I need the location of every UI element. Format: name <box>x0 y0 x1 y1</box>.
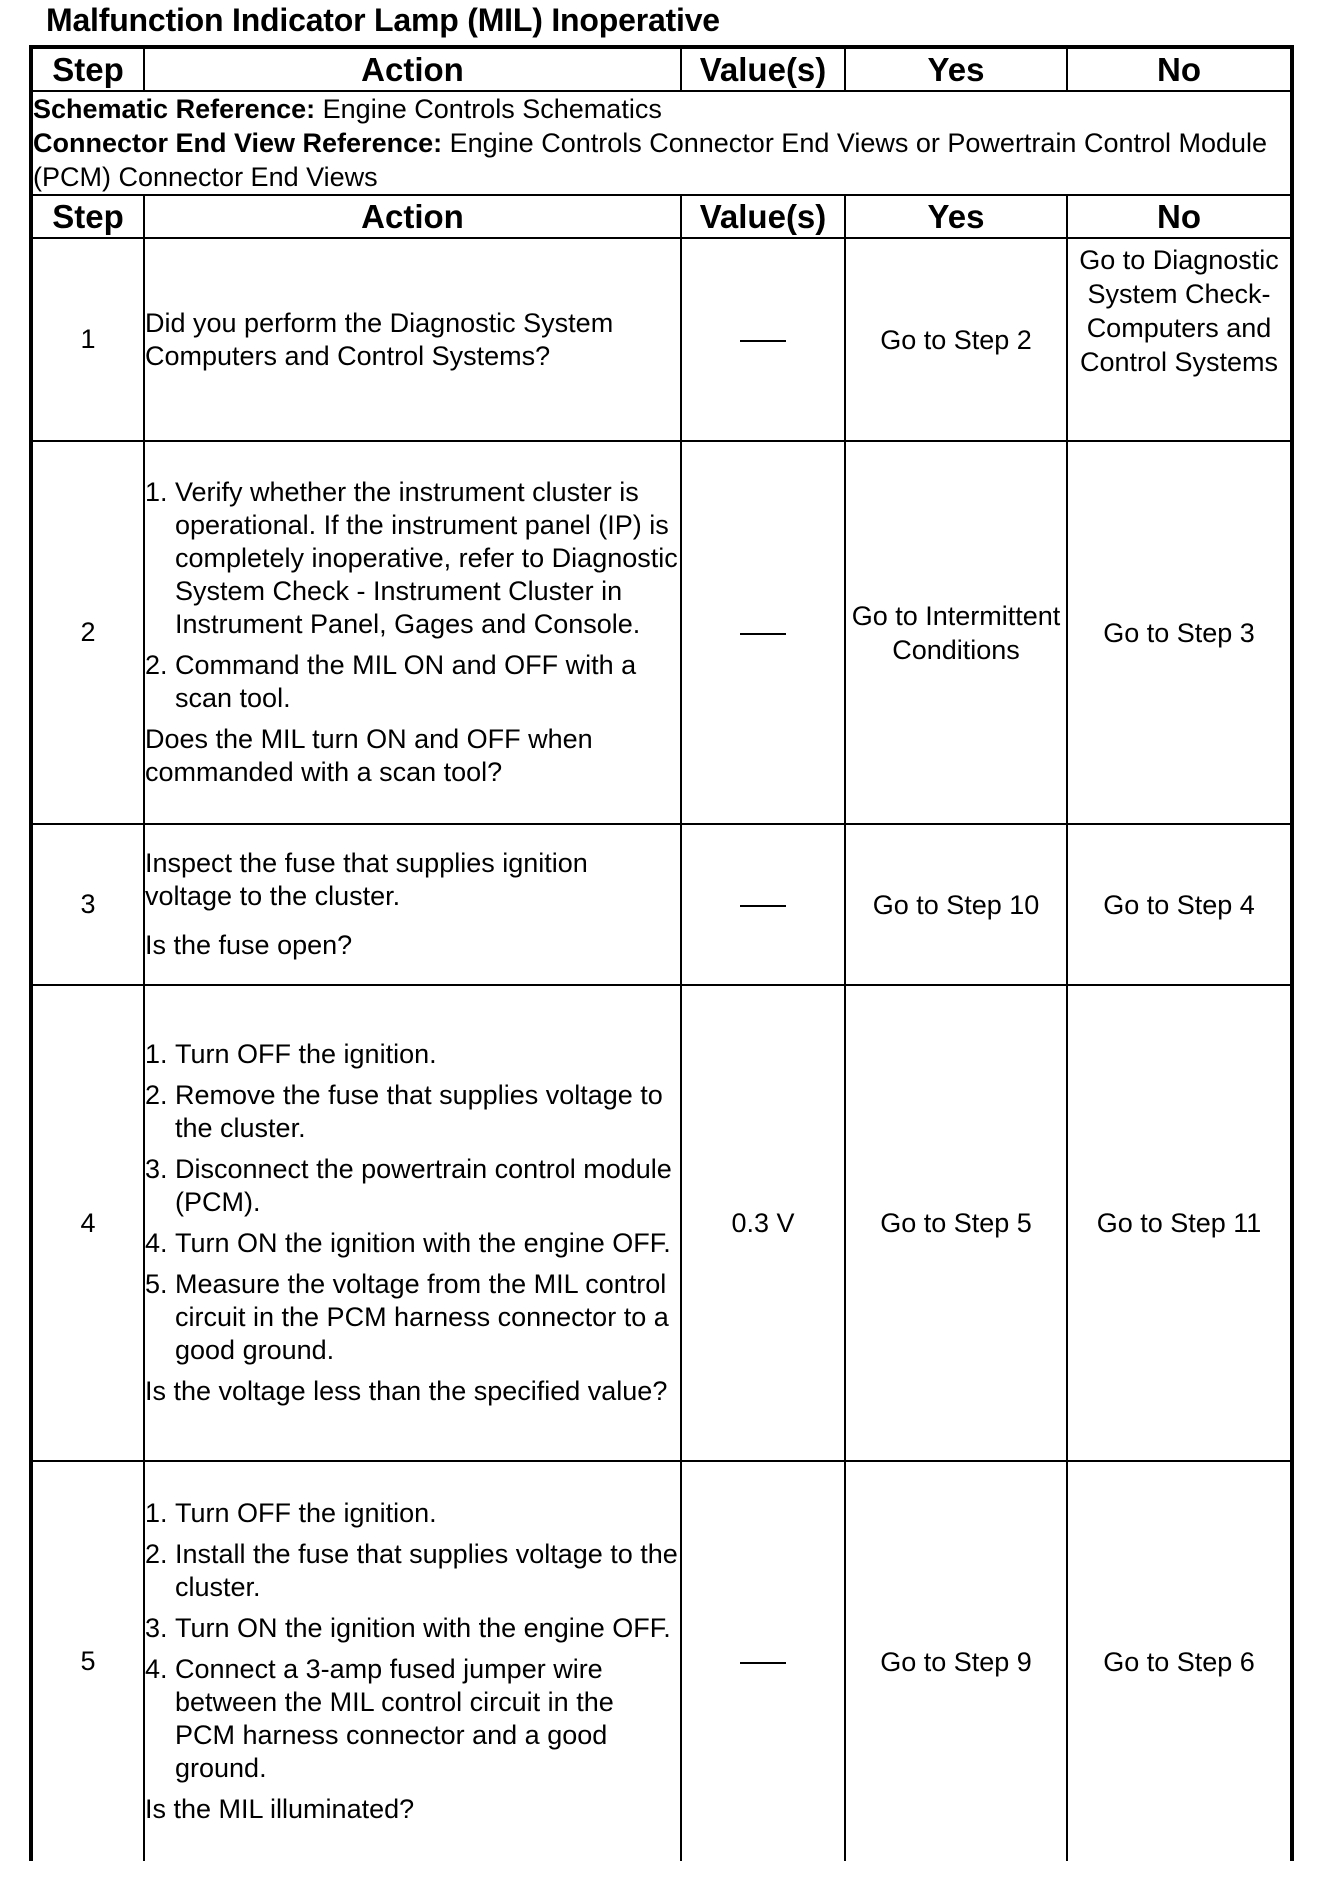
list-item <box>145 476 680 641</box>
header-no: No <box>1067 47 1292 91</box>
list-item-text: Turn ON the ignition with the engine OFF. <box>175 1613 671 1643</box>
header-values: Value(s) <box>681 47 845 91</box>
question-text: Is the voltage less than the specified value? <box>145 1376 668 1406</box>
table-row <box>31 1461 1292 1861</box>
connector-reference-label: Connector End View Reference: <box>33 128 443 158</box>
list-item-number: 1. <box>145 477 168 507</box>
list-item-text: Connect a 3-amp fused jumper wire between the MIL control circuit in the PCM harness connector and a good ground. <box>175 1654 614 1783</box>
question-text: Is the fuse open? <box>145 930 353 960</box>
schematic-reference <box>33 92 1290 126</box>
list-item-text: Command the MIL ON and OFF with a scan tool. <box>175 650 637 713</box>
step-number: 1 <box>31 238 144 441</box>
table-row <box>31 441 1292 824</box>
no-cell: Go to Step 11 <box>1067 985 1292 1461</box>
list-item-number: 1. <box>145 1039 168 1069</box>
table-row <box>31 238 1292 441</box>
list-item-text: Remove the fuse that supplies voltage to the cluster. <box>175 1080 663 1143</box>
list-item <box>145 1612 680 1645</box>
list-item-text: Measure the voltage from the MIL control circuit in the PCM harness connector to a good ground. <box>175 1269 669 1365</box>
action-cell <box>144 985 681 1461</box>
reference-row <box>31 91 1292 195</box>
list-item-number: 2. <box>145 1080 168 1110</box>
action-text: Inspect the fuse that supplies ignition voltage to the cluster. <box>145 848 588 911</box>
no-cell: Go to Step 4 <box>1067 824 1292 985</box>
no-value-dash <box>740 1662 786 1664</box>
list-item-number: 4. <box>145 1654 168 1684</box>
list-item-text: Install the fuse that supplies voltage to the cluster. <box>175 1539 678 1602</box>
list-item-number: 4. <box>145 1228 168 1258</box>
no-cell: Go to Step 6 <box>1067 1461 1292 1861</box>
header-values: Value(s) <box>681 195 845 238</box>
step-number: 5 <box>31 1461 144 1861</box>
list-item <box>145 1038 680 1071</box>
no-value-dash <box>740 633 786 635</box>
value-cell: 0.3 V <box>681 985 845 1461</box>
yes-cell: Go to Intermittent Conditions <box>845 441 1067 824</box>
header-step: Step <box>31 195 144 238</box>
list-item-number: 5. <box>145 1269 168 1299</box>
no-cell: Go to Step 3 <box>1067 441 1292 824</box>
table-row <box>31 824 1292 985</box>
list-item-number: 1. <box>145 1498 168 1528</box>
table-row <box>31 985 1292 1461</box>
schematic-reference-label: Schematic Reference: <box>33 94 316 124</box>
diagnostic-table <box>29 45 1294 1861</box>
schematic-reference-text: Engine Controls Schematics <box>322 94 662 124</box>
list-item-number: 3. <box>145 1613 168 1643</box>
header-yes: Yes <box>845 195 1067 238</box>
action-text: Did you perform the Diagnostic System Computers and Control Systems? <box>145 307 614 371</box>
value-cell <box>681 824 845 985</box>
list-item-text: Turn ON the ignition with the engine OFF. <box>175 1228 671 1258</box>
question-text: Does the MIL turn ON and OFF when commanded with a scan tool? <box>145 724 593 787</box>
action-cell <box>144 238 681 441</box>
header-action: Action <box>144 47 681 91</box>
list-item <box>145 1079 680 1145</box>
step-number: 4 <box>31 985 144 1461</box>
action-list <box>145 1038 680 1367</box>
action-list <box>145 1497 680 1785</box>
list-item <box>145 1153 680 1219</box>
no-cell: Go to Diagnostic System Check-Computers and Control Systems <box>1067 238 1292 441</box>
step-number: 2 <box>31 441 144 824</box>
header-no: No <box>1067 195 1292 238</box>
yes-cell: Go to Step 2 <box>845 238 1067 441</box>
question-text: Is the MIL illuminated? <box>145 1794 415 1824</box>
list-item-number: 2. <box>145 650 168 680</box>
value-cell <box>681 1461 845 1861</box>
list-item <box>145 1268 680 1367</box>
list-item-text: Turn OFF the ignition. <box>175 1498 437 1528</box>
header-step: Step <box>31 47 144 91</box>
yes-cell: Go to Step 10 <box>845 824 1067 985</box>
header-yes: Yes <box>845 47 1067 91</box>
value-cell <box>681 441 845 824</box>
list-item <box>145 1538 680 1604</box>
connector-reference <box>33 126 1290 194</box>
list-item <box>145 1227 680 1260</box>
list-item-text: Disconnect the powertrain control module (PCM). <box>175 1154 672 1217</box>
header-row <box>31 47 1292 91</box>
document-title: Malfunction Indicator Lamp (MIL) Inoperative <box>46 2 720 38</box>
no-value-dash <box>740 340 786 342</box>
header-action: Action <box>144 195 681 238</box>
header-row-repeat <box>31 195 1292 238</box>
action-cell <box>144 1461 681 1861</box>
action-cell <box>144 824 681 985</box>
reference-cell <box>31 91 1292 195</box>
connector-reference-text: Engine Controls Connector End Views or Powertrain Control Module (PCM) Connector End Views <box>33 128 1268 192</box>
action-list <box>145 476 680 715</box>
yes-cell: Go to Step 9 <box>845 1461 1067 1861</box>
list-item <box>145 649 680 715</box>
list-item-text: Verify whether the instrument cluster is operational. If the instrument panel (IP) is completely inoperative, refer to Diagnostic System Check - Instrument Cluster in Instrument Panel, Gages and Console. <box>175 477 678 639</box>
list-item <box>145 1653 680 1785</box>
step-number: 3 <box>31 824 144 985</box>
list-item-number: 3. <box>145 1154 168 1184</box>
value-cell <box>681 238 845 441</box>
action-cell <box>144 441 681 824</box>
list-item <box>145 1497 680 1530</box>
list-item-number: 2. <box>145 1539 168 1569</box>
list-item-text: Turn OFF the ignition. <box>175 1039 437 1069</box>
no-value-dash <box>740 905 786 907</box>
yes-cell: Go to Step 5 <box>845 985 1067 1461</box>
